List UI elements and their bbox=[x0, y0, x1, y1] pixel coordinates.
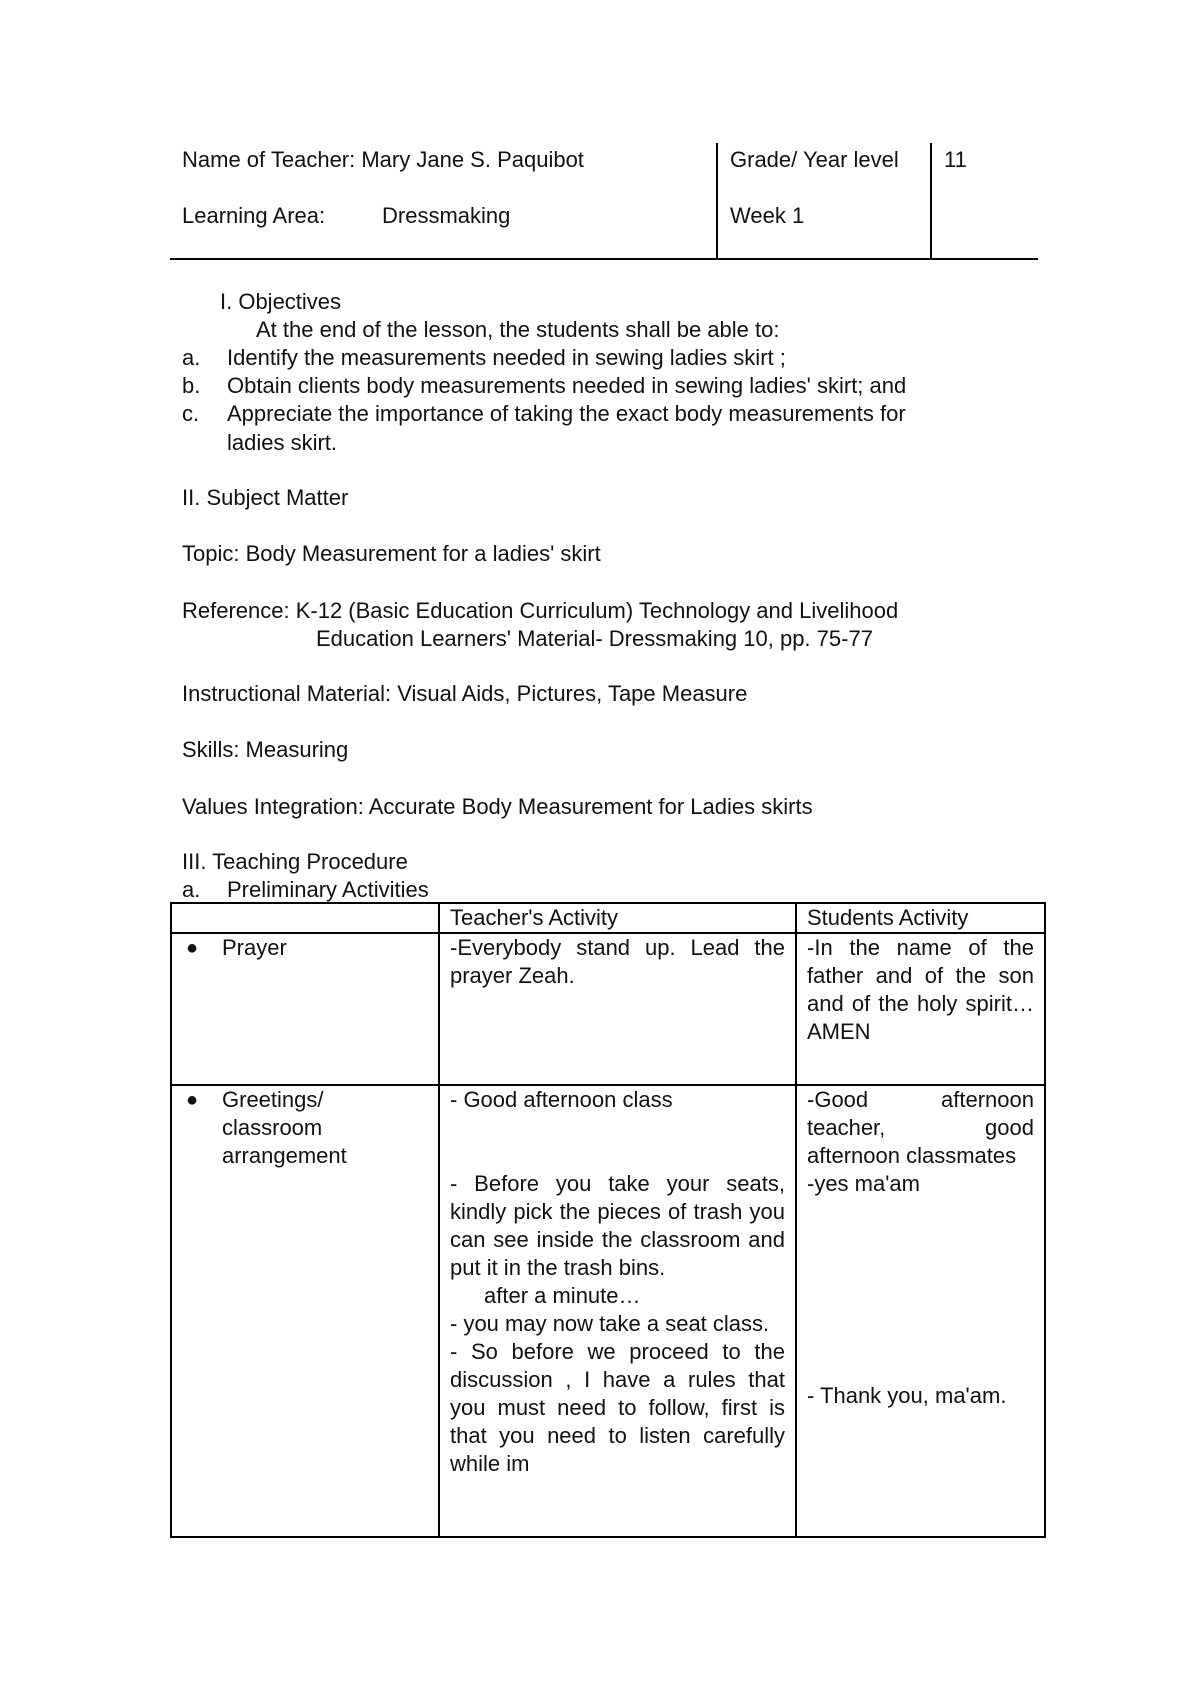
header-teacher-activity: Teacher's Activity bbox=[439, 903, 796, 933]
grade-value: 11 bbox=[944, 147, 967, 172]
activities-table bbox=[170, 902, 1046, 1538]
students-greeting-3: - Thank you, ma'am. bbox=[807, 1383, 1007, 1408]
procedure-heading: III. Teaching Procedure bbox=[182, 849, 408, 874]
bullet-icon: ● bbox=[186, 1089, 199, 1111]
header-teacher-cell bbox=[182, 143, 722, 258]
objectives-heading: I. Objectives bbox=[220, 289, 342, 314]
week-label: Week 1 bbox=[730, 203, 805, 228]
instructional-material: Instructional Material: Visual Aids, Pictures, Tape Measure bbox=[182, 681, 748, 706]
teacher-greeting-1: - Good afternoon class bbox=[450, 1087, 673, 1112]
objective-a-letter: a. bbox=[182, 345, 201, 370]
teacher-prayer-text: -Everybody stand up. Lead the prayer Zeah. bbox=[439, 933, 796, 1085]
grade-label: Grade/ Year level bbox=[730, 147, 899, 172]
teacher-greeting-4: - you may now take a seat class. bbox=[450, 1311, 770, 1336]
activity-prayer: Prayer bbox=[222, 935, 287, 960]
table-header-row bbox=[171, 903, 1045, 933]
table-row bbox=[171, 933, 1045, 1085]
learning-area-value: Dressmaking bbox=[382, 203, 511, 228]
teacher-greetings-cell bbox=[439, 1085, 796, 1537]
teacher-greeting-2: - Before you take your seats, kindly pick the pieces of trash you can see inside the classroom and put it in the trash bins. bbox=[450, 1171, 785, 1280]
students-greeting-2: -yes ma'am bbox=[807, 1171, 920, 1196]
students-prayer-text: -In the name of the father and of the son and of the holy spirit… AMEN bbox=[796, 933, 1045, 1085]
subject-matter-heading: II. Subject Matter bbox=[182, 485, 349, 510]
header-grade-value-cell bbox=[930, 143, 1044, 258]
learning-area bbox=[182, 203, 511, 229]
teacher-greeting-5: - So before we proceed to the discussion , I have a rules that you must need to follow, first is that you need to listen carefully while im bbox=[450, 1339, 785, 1476]
objective-c-continued: ladies skirt. bbox=[227, 430, 338, 455]
header-empty-cell bbox=[171, 903, 439, 933]
activity-greetings: Greetings/ classroom arrangement bbox=[222, 1087, 347, 1168]
objectives-intro: At the end of the lesson, the students shall be able to: bbox=[256, 317, 780, 342]
topic: Topic: Body Measurement for a ladies' skirt bbox=[182, 541, 601, 566]
procedure-sub-letter: a. bbox=[182, 877, 201, 902]
header-grade-cell bbox=[716, 143, 940, 258]
bullet-icon: ● bbox=[186, 937, 199, 959]
table-row bbox=[171, 1085, 1045, 1537]
objective-b-letter: b. bbox=[182, 373, 201, 398]
objective-b-text: Obtain clients body measurements needed in sewing ladies' skirt; and bbox=[227, 373, 907, 398]
activity-cell bbox=[171, 1085, 439, 1537]
students-greeting-1: -Good afternoon teacher, good afternoon classmates bbox=[807, 1087, 1034, 1168]
objective-c-text: Appreciate the importance of taking the exact body measurements for bbox=[227, 401, 906, 426]
objective-a-text: Identify the measurements needed in sewing ladies skirt ; bbox=[227, 345, 786, 370]
teacher-greeting-3: after a minute… bbox=[484, 1283, 641, 1308]
header-table bbox=[170, 143, 1038, 260]
teacher-name: Name of Teacher: Mary Jane S. Paquibot bbox=[182, 147, 584, 172]
values-integration: Values Integration: Accurate Body Measurement for Ladies skirts bbox=[182, 794, 813, 819]
procedure-sub-heading: Preliminary Activities bbox=[227, 877, 429, 902]
activity-cell bbox=[171, 933, 439, 1085]
learning-area-label: Learning Area: bbox=[182, 203, 326, 228]
objective-c-letter: c. bbox=[182, 401, 200, 426]
header-students-activity: Students Activity bbox=[796, 903, 1045, 933]
reference-line-1: Reference: K-12 (Basic Education Curriculum) Technology and Livelihood bbox=[182, 598, 899, 623]
skills: Skills: Measuring bbox=[182, 737, 349, 762]
students-greetings-cell bbox=[796, 1085, 1045, 1537]
reference-line-2: Education Learners' Material- Dressmaking 10, pp. 75-77 bbox=[316, 626, 873, 651]
